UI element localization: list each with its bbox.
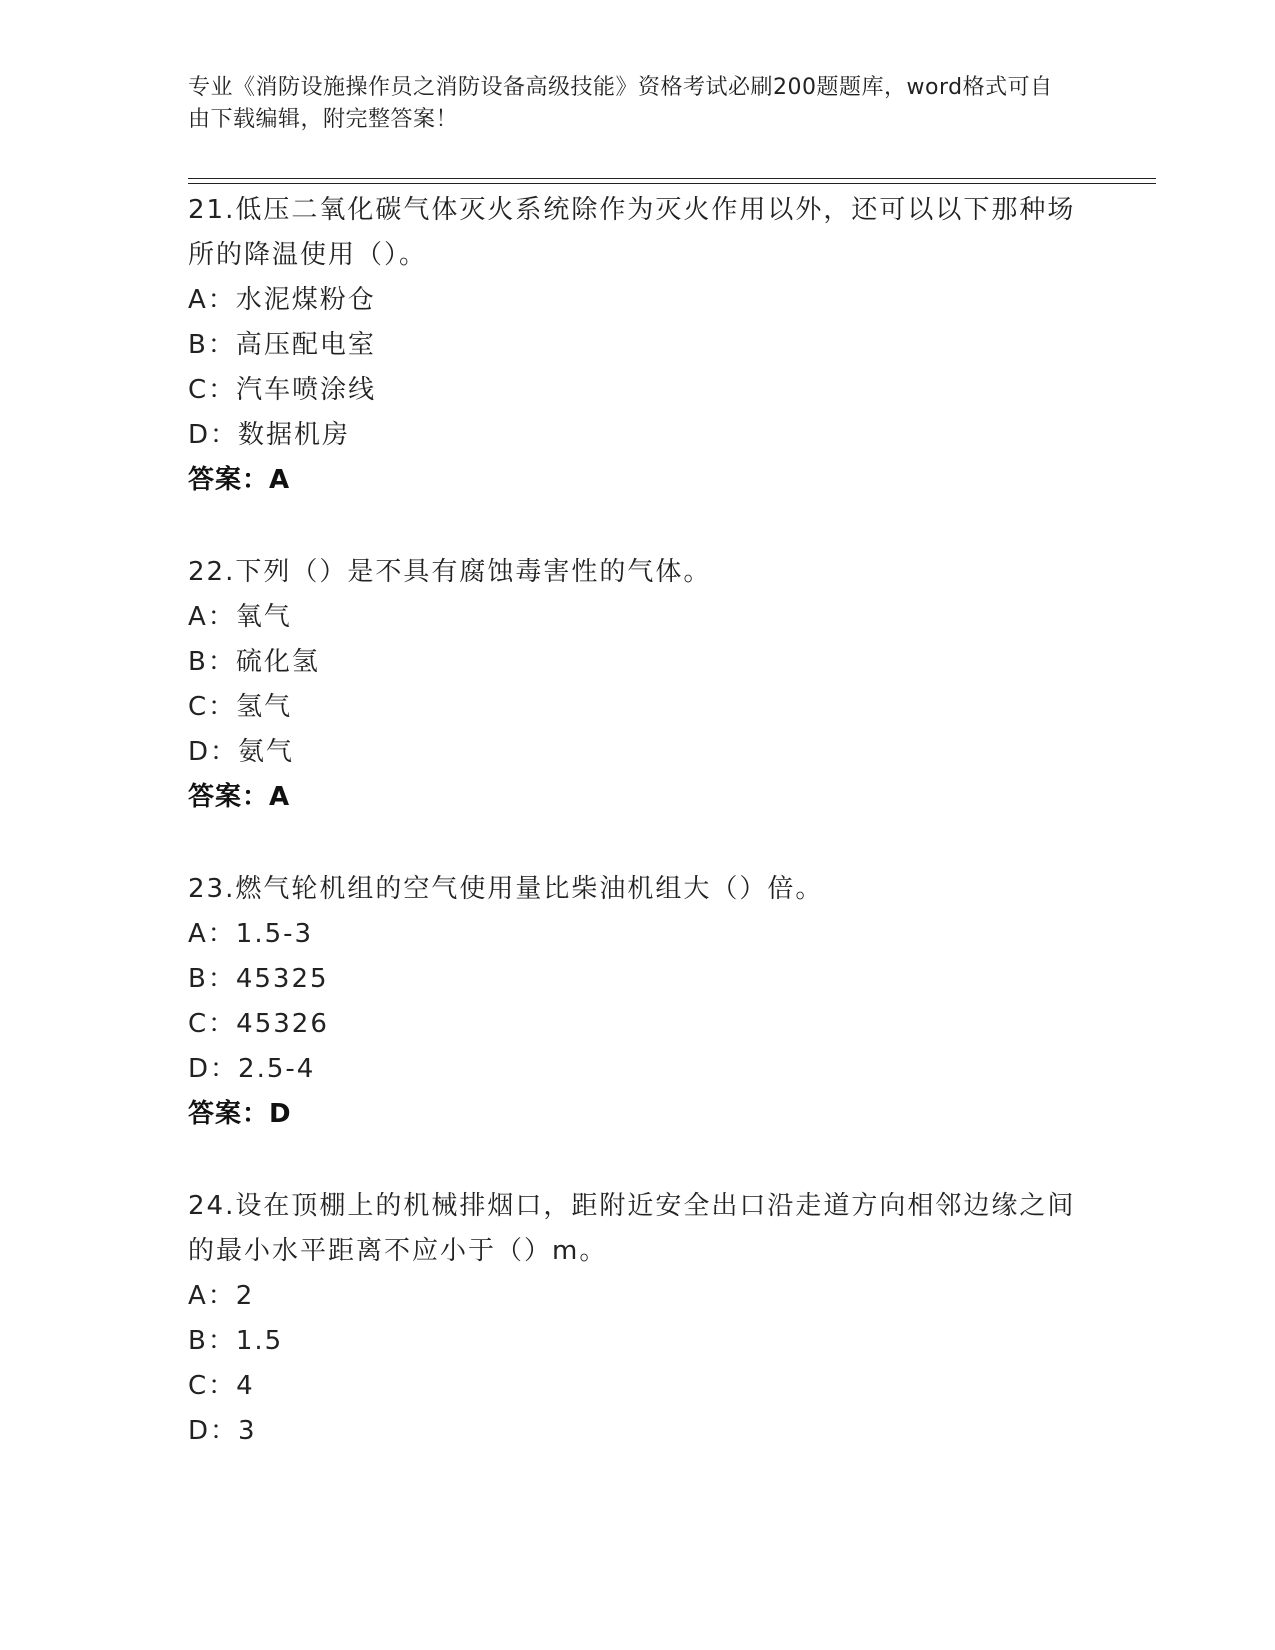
- option-c: C：氢气: [188, 692, 293, 722]
- header-divider-top: [188, 178, 1156, 179]
- question-24: [188, 1184, 1088, 1454]
- option-a: A：2: [188, 1281, 255, 1311]
- option-a: A：氧气: [188, 602, 292, 632]
- option-c: C：汽车喷涂线: [188, 375, 377, 405]
- option-b: B：45325: [188, 964, 329, 994]
- option-d: D：氨气: [188, 737, 295, 767]
- question-stem: 21.低压二氧化碳气体灭火系统除作为灭火作用以外，还可以以下那种场所的降温使用（）。: [188, 195, 1076, 270]
- answer-label: 答案：A: [188, 782, 291, 812]
- option-b: B：硫化氢: [188, 647, 320, 677]
- answer-label: 答案：D: [188, 1099, 292, 1129]
- option-c: C：45326: [188, 1009, 329, 1039]
- question-spacer: [188, 820, 1088, 867]
- header-divider-bottom: [188, 183, 1156, 184]
- option-a: A：1.5-3: [188, 919, 314, 949]
- question-list: [188, 188, 1088, 1454]
- option-a: A：水泥煤粉仓: [188, 285, 376, 315]
- question-21: [188, 188, 1088, 503]
- question-22: [188, 550, 1088, 820]
- option-d: D：3: [188, 1416, 257, 1446]
- option-b: B：高压配电室: [188, 330, 376, 360]
- option-c: C：4: [188, 1371, 255, 1401]
- document-header: 专业《消防设施操作员之消防设备高级技能》资格考试必刷200题题库，word格式可自由下载编辑，附完整答案！: [188, 75, 1053, 132]
- answer-label: 答案：A: [188, 465, 291, 495]
- option-b: B：1.5: [188, 1326, 284, 1356]
- question-stem: 22.下列（）是不具有腐蚀毒害性的气体。: [188, 557, 712, 587]
- question-spacer: [188, 1137, 1088, 1184]
- option-d: D：2.5-4: [188, 1054, 316, 1084]
- question-stem: 23.燃气轮机组的空气使用量比柴油机组大（）倍。: [188, 874, 824, 904]
- question-23: [188, 867, 1088, 1137]
- option-d: D：数据机房: [188, 420, 351, 450]
- question-stem: 24.设在顶棚上的机械排烟口，距附近安全出口沿走道方向相邻边缘之间的最小水平距离不应小于（）m。: [188, 1191, 1076, 1266]
- question-spacer: [188, 503, 1088, 550]
